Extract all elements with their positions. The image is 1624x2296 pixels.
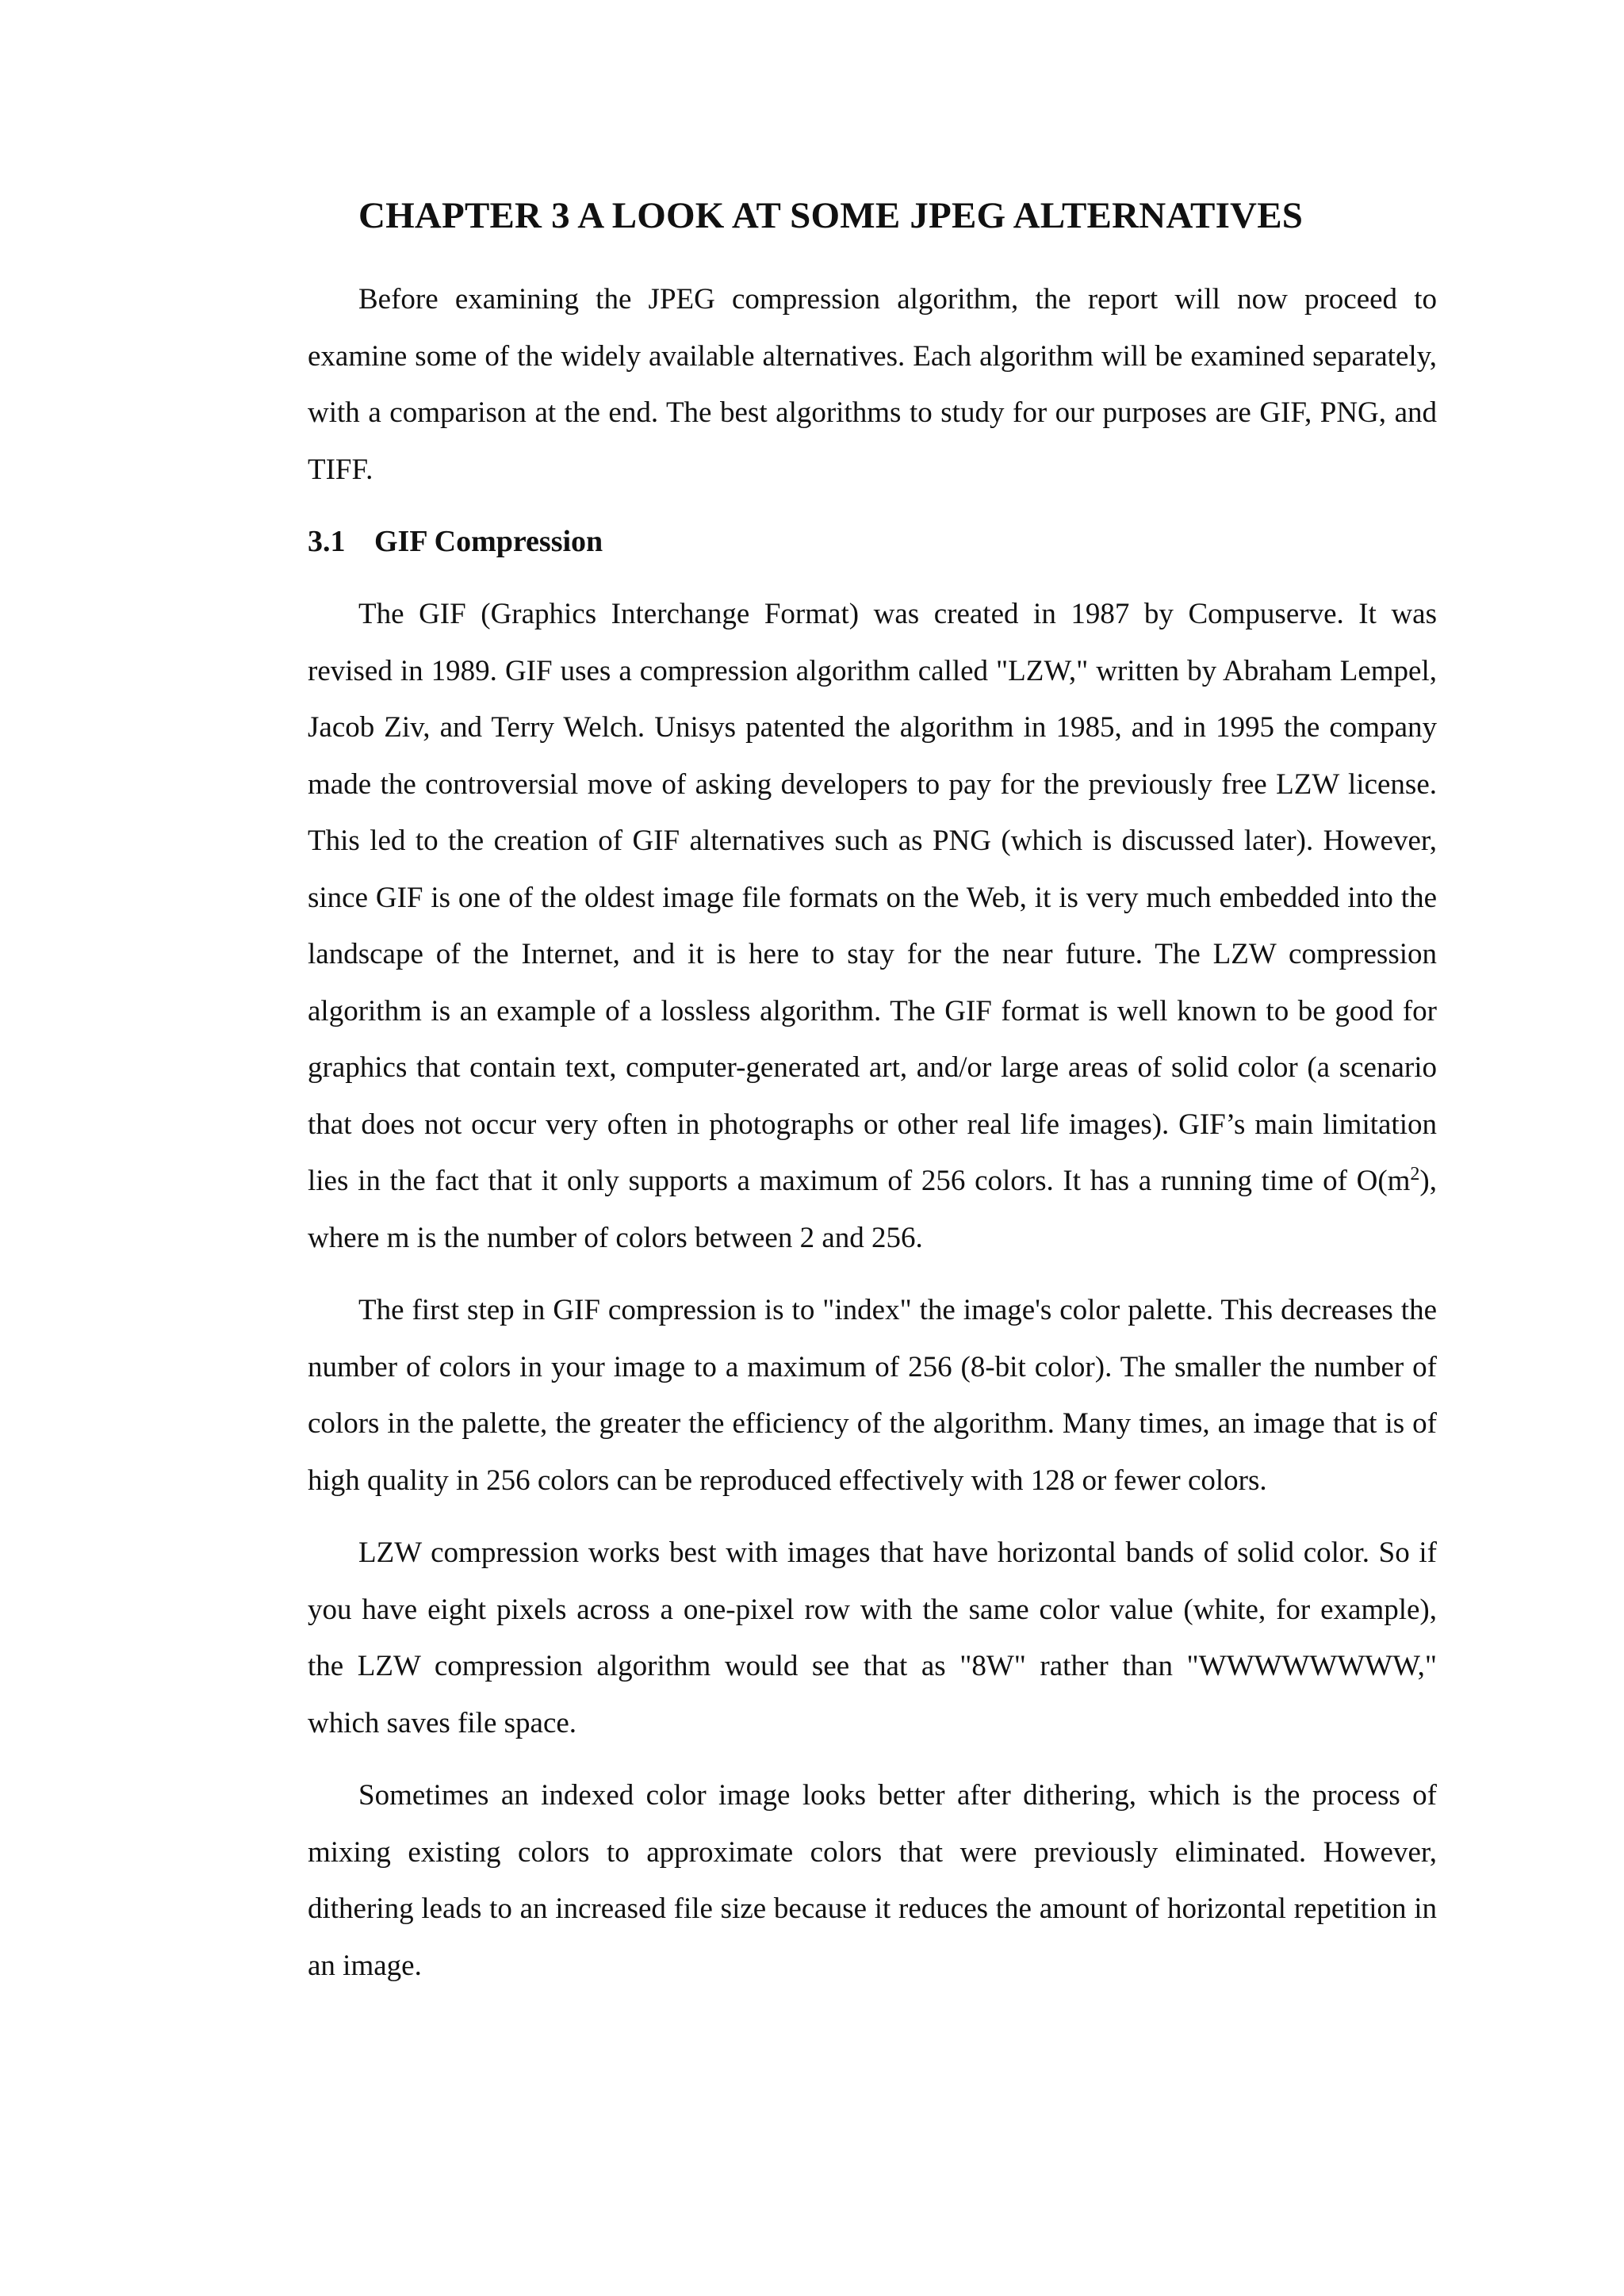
section-title: GIF Compression — [374, 525, 603, 558]
gif-paragraph-1-text-before-superscript: The GIF (Graphics Interchange Format) was created in 1987 by Compuserve. It was revised in 1989. GIF uses a compression algorithm called "LZW," written by Abraham Lempel, Jacob Ziv, and Terry Welch. Unisys patented the algorithm in 1985, and in 1995 the company made the controversial move of asking developers to pay for the previously free LZW license. This led to the creation of GIF alternatives such as PNG (which is discussed later). However, since GIF is one of the oldest image file formats on the Web, it is very much embedded into the landscape of the Internet, and it is here to stay for the near future. The LZW compression algorithm is an example of a lossless algorithm. The GIF format is well known to be good for graphics that contain text, computer-generated art, and/or large areas of solid color (a scenario that does not occur very often in photographs or other real life images). GIF’s main limitation lies in the fact that it only supports a maximum of 256 colors. It has a running time of O(m — [308, 598, 1437, 1197]
gif-paragraph-4: Sometimes an indexed color image looks better after dithering, which is the process of mixing existing colors to approximate colors that were previously eliminated. However, dithering leads to an increased file size because it reduces the amount of horizontal repetition in an image. — [308, 1779, 1437, 1982]
gif-paragraph-3: LZW compression works best with images that have horizontal bands of solid color. So if you have eight pixels across a one-pixel row with the same color value (white, for example), the LZW compression algorithm would see that as "8W" rather than "WWWWWWWW," which saves file space. — [308, 1536, 1437, 1739]
chapter-title: CHAPTER 3 A LOOK AT SOME JPEG ALTERNATIVES — [358, 195, 1304, 236]
section-heading — [308, 514, 1437, 570]
superscript-exponent: 2 — [1410, 1164, 1420, 1184]
gif-paragraph-2: The first step in GIF compression is to "index" the image's color palette. This decreases the number of colors in your image to a maximum of 256 (8-bit color). The smaller the number of colors in the palette, the greater the efficiency of the algorithm. Many times, an image that is of high quality in 256 colors can be reproduced effectively with 128 or fewer colors. — [308, 1294, 1437, 1497]
section-number: 3.1 — [308, 525, 346, 558]
document-page — [308, 190, 1437, 2010]
gif-paragraph-1 — [308, 586, 1437, 1266]
intro-paragraph: Before examining the JPEG compression algorithm, the report will now proceed to examine some of the widely available alternatives. Each algorithm will be examined separately, with a comparison at the end. The best algorithms to study for our purposes are GIF, PNG, and TIFF. — [308, 283, 1437, 486]
gif-paragraph-1-text-after-superscript: ), where m is the number of colors between 2 and 256. — [308, 1165, 1437, 1254]
